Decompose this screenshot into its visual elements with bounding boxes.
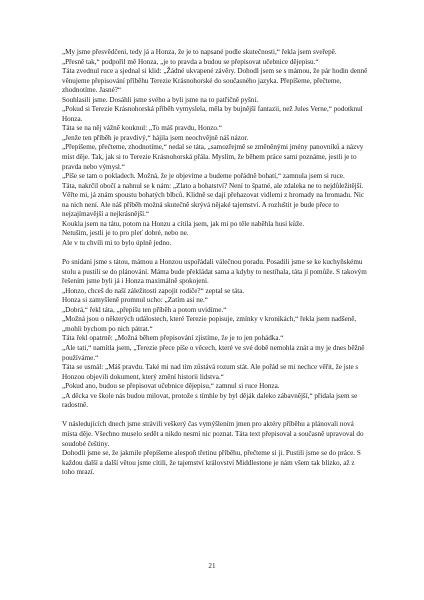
paragraph: „Jenže ten příběh je pravdivý,“ hájila jsem neochvějně náš názor. [62, 133, 249, 142]
paragraph: „Ale tati,“ namítla jsem, „Terezie přece píše o věcech, které ve své době nemohla znát a my je dnes běžně používáme.“ [62, 344, 365, 362]
paragraph: „Přesně tak,“ podpořil mě Honza, „je to pravda a budou se přepisovat učebnice dějepisu.“ [62, 57, 319, 66]
paragraph: Koukla jsem na tátu, potom na Honzu a cítila jsem, jak mi po těle naběhla husí kůže. [62, 219, 305, 228]
body-text [62, 48, 368, 478]
paragraph: Honza si zamyšleně promnul ucho: „Zatím asi ne.“ [62, 296, 208, 305]
paragraph: Po snídani jsme s tátou, mámou a Honzou uspořádali válečnou poradu. Posadili jsme se ke kuchyňskému stolu a pustili se do plánování. Máma bude překládat sama a kdyby to nestíhala, táta jí pomůže. S takovým řešením jsme byli já i Honza maximálně spokojeni. [62, 258, 367, 286]
paragraph: „Přepíšeme, přečteme, zhodnotíme,“ nedal se táta, „samozřejmě se změněnými jmény panovníků a názvy míst děje. Tak, jak si to Terezie Krásnohorská přála. Myslím, že během práce sami poznáme, jestli je to pravda nebo výmysl.“ [62, 143, 364, 171]
paragraph: V následujících dnech jsme strávili veškerý čas vymýšlením jmen pro aktéry příběhu a plánovali nová místa děje. Všechno muselo sedět a nikdo nesmí nic poznat. Táta text přepisoval a současně upravoval do soudobé češtiny. [62, 420, 364, 448]
paragraph: „A děcka ve škole nás budou milovat, protože s tímhle by byl děják daleko zábavnější,“ přidala jsem se radostně. [62, 391, 358, 410]
paragraph: Dohodli jsme se, že jakmile přepíšeme alespoň třetinu příběhu, přečteme si ji. Pustili jsme se do práce. S každou další a další větou jsme cítili, že tajemství království Middlestone je nám všem tak blízko, až z toho mrazí. [62, 449, 361, 477]
paragraph: „Možná jsou o některých událostech, které Terezie popisuje, zmínky v kronikách,“ řekla jsem nadšeně, „mohli bychom po nich pátrat.“ [62, 315, 357, 333]
paragraph: „My jsme přesvědčeni, tedy já a Honza, že je to napsané podle skutečnosti,“ řekla jsem sveřepě. [62, 48, 337, 56]
page-number: 21 [208, 562, 216, 570]
paragraph: „Dobrá,“ řekl táta, „přepíšu ten příběh a potom uvidíme.“ [62, 305, 227, 314]
paragraph: Souhlasili jsme. Dosáhli jsme svého a byli jsme na to patřičně pyšní. [62, 95, 259, 104]
paragraph: Táta se na něj vážně kouknul: „To máš pravdu, Honzo.“ [62, 124, 222, 133]
paragraph: „Píše se tam o pokladech. Možná, že je objevíme a budeme pořádně bohatí,“ zamnula jsem si ruce. [62, 172, 345, 181]
paragraph: Táta zvednul ruce a sjednal si klid: „Žádné ukvapené závěry. Dohodl jsem se s mámou, že pár hodin denně věnujeme přepisování příběhu Terezie Krásnohorské do současného jazyka. Přepíšeme, přečteme, zhodnotíme. Jasné?“ [62, 67, 368, 95]
paragraph: „Honzo, chceš do naší záležitosti zapojit rodiče?“ zeptal se táta. [62, 286, 245, 295]
paragraph: „Pokud ano, budou se přepisovat učebnice dějepisu,“ zamnul si ruce Honza. [62, 382, 280, 391]
paragraph: Netušim, jestli je to pro pleť dobré, nebo ne. [62, 229, 189, 238]
paragraph: Táta se usmál: „Máš pravdu. Také mi nad tím zůstává rozum stát. Ale pořád se mi nechce věřit, že jste s Honzou objevili dokument, který změní historii lidstva.“ [62, 363, 359, 381]
paragraph: Ale v tu chvíli mi to bylo úplně jedno. [62, 238, 172, 247]
paragraph: „Pokud si Terezie Krásnohorská příběh vymyslela, měla by bujnější fantazii, než Jules Verne,“ podotknul Honza. [62, 105, 363, 123]
paragraph: Táta řekl opatrně: „Možná během přepisování zjistíme, že je to jen pohádka.“ [62, 334, 284, 343]
paragraph: Táta, nakrčil obočí a nahnul se k nám: „Zlato a bohatství? Není to špatné, ale zdaleka ne to nejdůležitější. Věřte mi, já znám spoustu bohatých blbců. Klidně se dají přehazovat vidlemi z hromady na hromadu. Nic na nich není. Ale náš příběh možná skutečně skrývá nějaké tajemství. A rozluštit je bude přece to nejzajímavější a nejkrásnější.“ [62, 181, 365, 219]
